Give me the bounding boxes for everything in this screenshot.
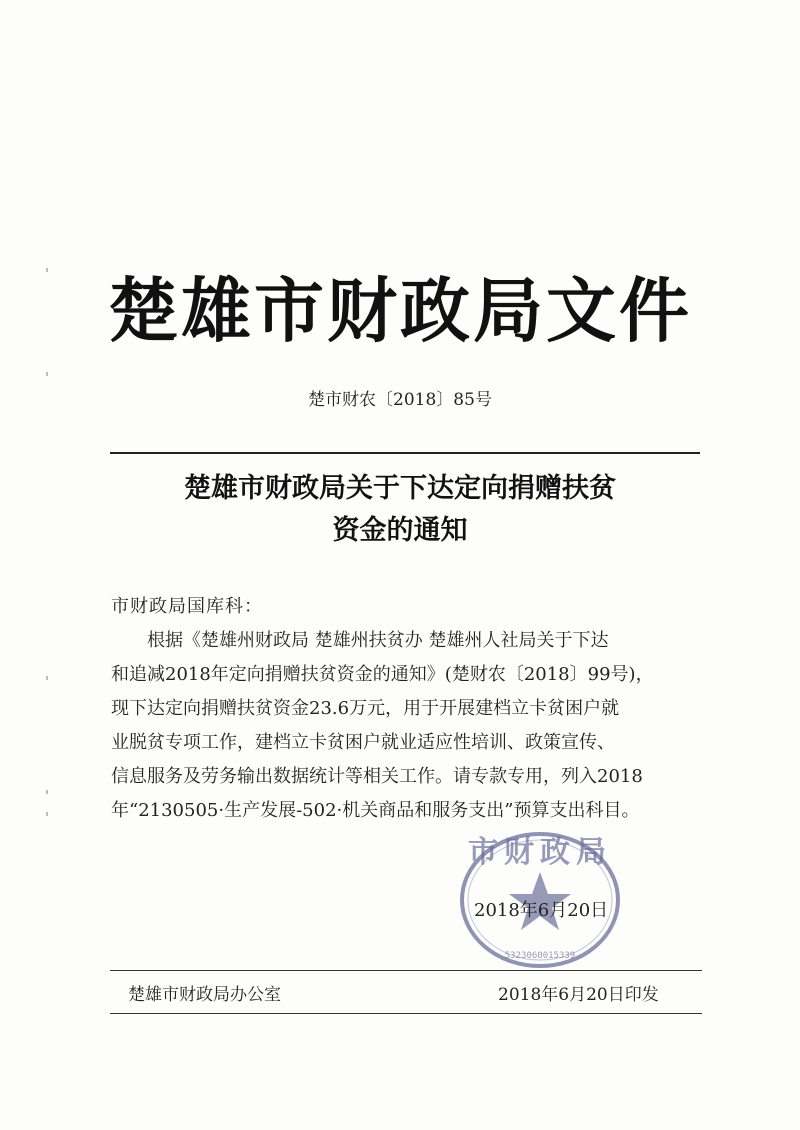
footer-issuer: 楚雄市财政局办公室 (128, 985, 281, 1005)
scan-margin-mark (46, 812, 48, 816)
body-line-1: 根据《楚雄州财政局 楚雄州扶贫办 楚雄州人社局关于下达 (147, 630, 609, 651)
document-header-title: 楚雄市财政局文件 (108, 270, 692, 352)
scan-margin-mark (46, 372, 48, 376)
footer-print-date: 2018年6月20日印发 (498, 985, 659, 1005)
scan-margin-mark (46, 790, 48, 794)
scan-margin-mark (46, 676, 48, 680)
body-line-5: 信息服务及劳务输出数据统计等相关工作。请专款专用，列入2018 (111, 766, 643, 787)
notice-title (0, 468, 800, 552)
notice-title-line-1: 楚雄市财政局关于下达定向捐赠扶贫 (184, 473, 616, 504)
addressee: 市财政局国库科： (111, 596, 263, 617)
body-line-3: 现下达定向捐赠扶贫资金23.6万元，用于开展建档立卡贫困户就 (111, 698, 620, 719)
document-number: 楚市财农〔2018〕85号 (308, 390, 492, 410)
scan-margin-mark (46, 268, 48, 272)
seal-code: 5323060015339 (504, 951, 576, 961)
body-line-2: 和追减2018年定向捐赠扶贫资金的通知》(楚财农〔2018〕99号)， (111, 664, 654, 685)
body-line-6: 年“2130505·生产发展-502·机关商品和服务支出”预算支出科目。 (111, 800, 640, 821)
body-line-4: 业脱贫专项工作，建档立卡贫困户就业适应性培训、政策宣传、 (111, 732, 615, 753)
sign-date: 2018年6月20日 (474, 900, 609, 921)
notice-title-line-2: 资金的通知 (332, 515, 468, 546)
seal-text: 市财政局 (468, 835, 612, 870)
header-divider (110, 452, 700, 454)
body-text (111, 624, 701, 828)
footer-divider-bottom (110, 1013, 702, 1014)
